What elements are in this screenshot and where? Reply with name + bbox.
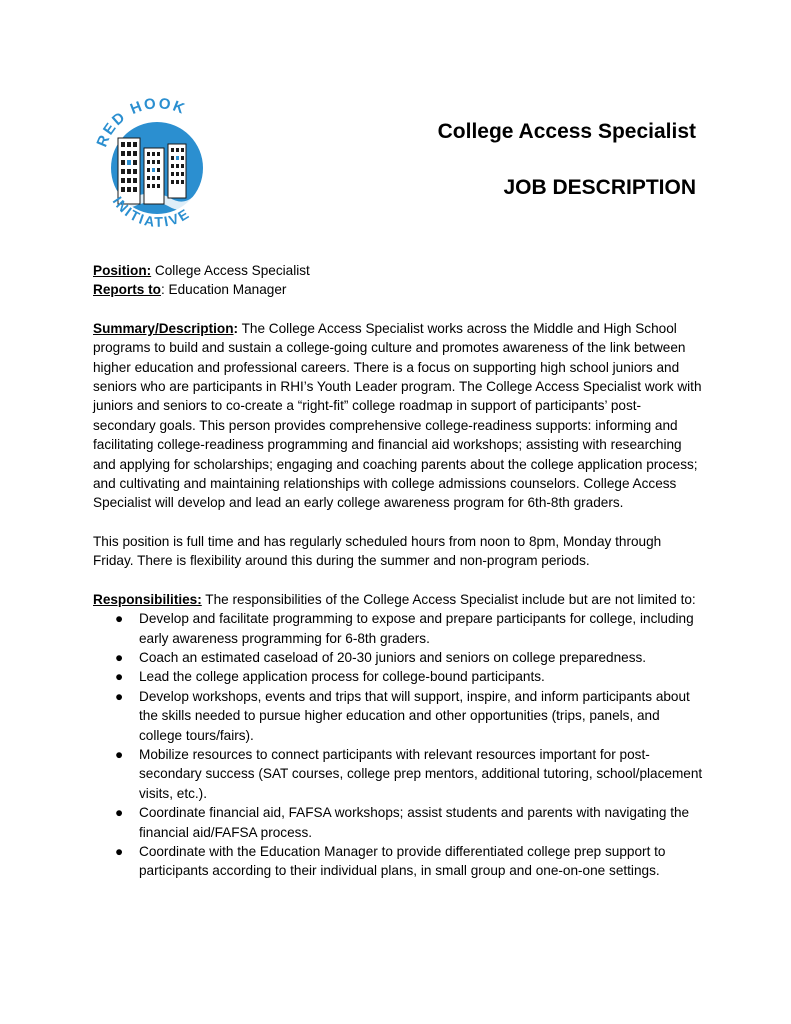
position-label: Position:	[93, 263, 152, 278]
list-item	[93, 648, 703, 667]
job-description-body	[93, 261, 703, 881]
bullet-icon: ●	[115, 805, 124, 821]
list-item-text: Develop workshops, events and trips that will support, inspire, and inform participants about the skills needed to pursue higher education and other opportunities (trips, panels, and college tours/fairs).	[139, 688, 690, 743]
bullet-icon: ●	[115, 649, 124, 665]
list-item	[93, 745, 703, 803]
position-value: College Access Specialist	[151, 263, 310, 278]
list-item	[93, 842, 703, 881]
bullet-icon: ●	[115, 688, 124, 704]
list-item-text: Develop and facilitate programming to expose and prepare participants for college, including early awareness programming for 6-8th graders.	[139, 611, 694, 646]
list-item-text: Coordinate with the Education Manager to provide differentiated college prep support to participants according to their individual plans, in small group and one-on-one settings.	[139, 843, 666, 879]
schedule-paragraph: This position is full time and has regularly scheduled hours from noon to 8pm, Monday through Friday. There is flexibility around this during the summer and non-program periods.	[93, 533, 662, 569]
reports-to-value: : Education Manager	[160, 282, 287, 298]
list-item	[93, 687, 703, 745]
responsibilities-intro	[93, 590, 703, 609]
position-line	[93, 261, 703, 280]
list-item-text: Lead the college application process for college-bound participants.	[139, 669, 545, 685]
page-title: College Access Specialist	[437, 120, 696, 143]
responsibilities-list	[93, 609, 703, 881]
reports-to-line	[93, 280, 703, 299]
list-item	[93, 609, 703, 648]
responsibilities-intro-text: The responsibilities of the College Access Specialist include but are not limited to:	[201, 591, 696, 607]
bullet-icon: ●	[115, 746, 124, 762]
bullet-icon: ●	[115, 843, 124, 859]
list-item-text: Mobilize resources to connect participants with relevant resources important for post-secondary success (SAT courses, college prep mentors, additional tutoring, school/placement visits, etc.).	[139, 746, 703, 801]
list-item	[93, 803, 703, 842]
summary-colon: :	[233, 320, 239, 336]
page-subtitle: JOB DESCRIPTION	[503, 176, 696, 199]
summary-text: The College Access Specialist works across the Middle and High School programs to build and sustain a college-going culture and promotes awareness of the link between higher education and professional careers. There is a focus on supporting high school juniors and seniors who are participants in RHI’s Youth Leader program. The College Access Specialist work with juniors and seniors to co-create a “right-fit” college roadmap in support of participants’ post-secondary goals. This person provides comprehensive college-readiness supports: informing and facilitating college-readiness programming and financial aid workshops; assisting with researching and applying for scholarships; engaging and coaching parents about the college application process; and cultivating and maintaining relationships with college admissions counselors. College Access Specialist will develop and lead an early college awareness program for 6th-8th graders.	[93, 320, 702, 511]
logo-graphic	[90, 86, 225, 246]
bullet-icon: ●	[115, 669, 124, 685]
list-item-text: Coach an estimated caseload of 20-30 juniors and seniors on college preparedness.	[139, 649, 647, 665]
summary-label: Summary/Description	[93, 320, 234, 336]
list-item-text: Coordinate financial aid, FAFSA workshops; assist students and parents with navigating the financial aid/FAFSA process.	[139, 805, 690, 840]
responsibilities-label: Responsibilities:	[93, 591, 202, 607]
bullet-icon: ●	[115, 611, 124, 627]
logo-bottom-text: INITIATIVE	[109, 193, 193, 230]
red-hook-initiative-logo	[90, 86, 225, 246]
reports-to-label: Reports to	[93, 282, 161, 298]
summary-paragraph	[93, 319, 703, 513]
logo-top-text: RED HOOK	[93, 95, 189, 150]
list-item	[93, 667, 703, 686]
